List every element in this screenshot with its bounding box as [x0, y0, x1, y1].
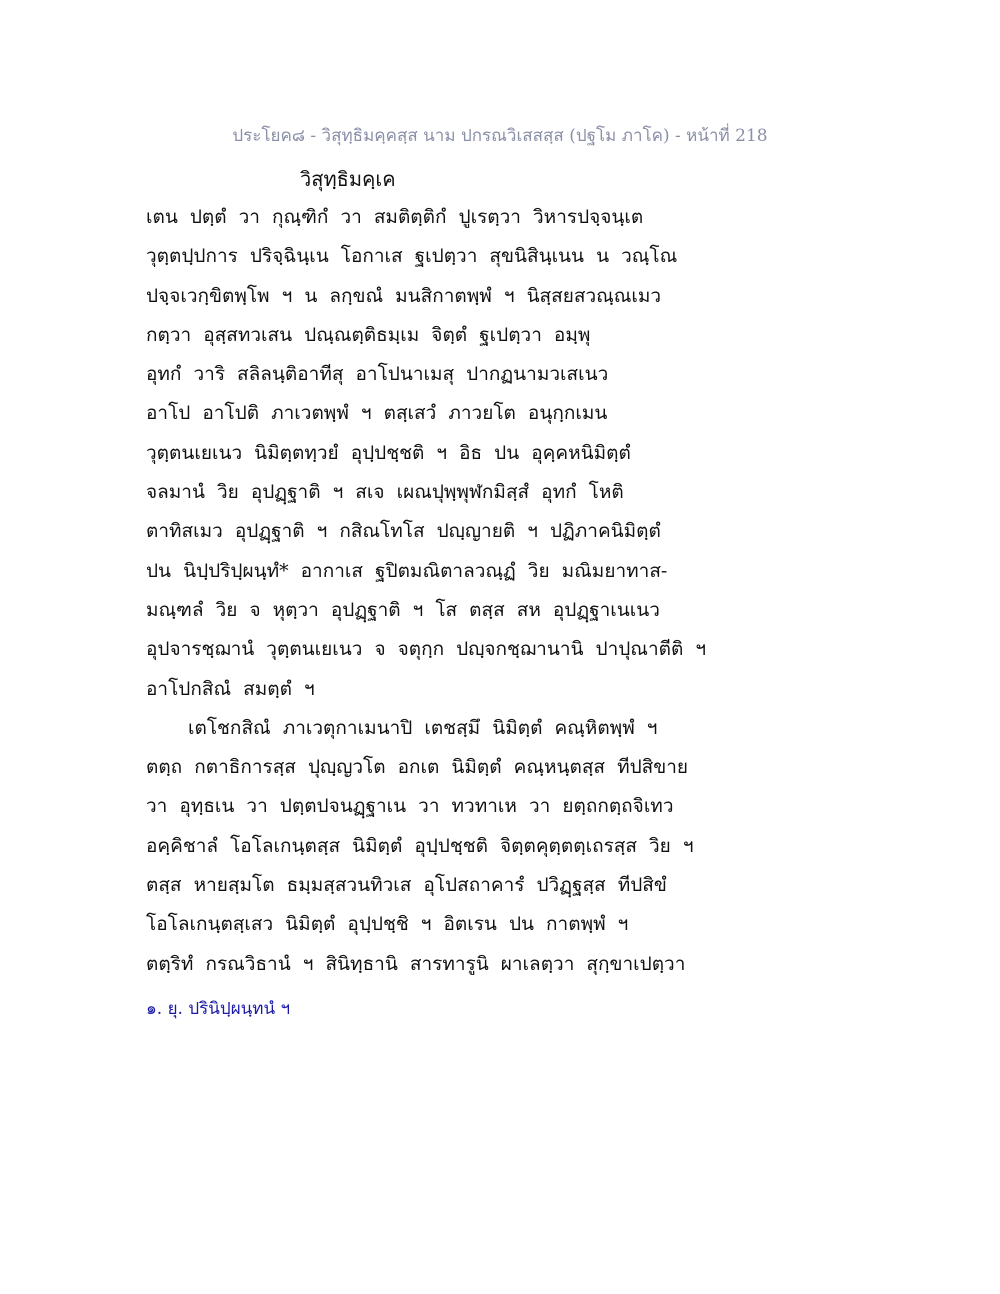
text-line: เตน ปตฺตํ วา กุณฺฑิกํ วา สมติตฺติกํ ปูเรตฺวา วิหารปจฺจนฺเต [146, 206, 644, 228]
text-line: กตฺวา อุสฺสทวเสน ปณฺณตฺติธมฺเม จิตฺตํ ฐเปตฺวา อมฺพุ [146, 323, 591, 346]
paragraph-start-line: เตโชกสิณํ ภาเวตุกาเมนาปิ เตชสฺมึ นิมิตฺตํ คณฺหิตพฺพํ ฯ [188, 716, 658, 739]
text-line: มณฺฑลํ วิย จ หุตฺวา อุปฏฺฐาติ ฯ โส ตสฺส สห อุปฏฺฐาเนเนว [146, 598, 660, 621]
text-line: ปจฺจเวกฺขิตพฺโพ ฯ น ลกฺขณํ มนสิกาตพฺพํ ฯ นิสฺสยสวณฺณเมว [146, 284, 662, 307]
text-line: อคฺคิชาลํ โอโลเกนฺตสฺส นิมิตฺตํ อุปฺปชฺชติ จิตฺตคุตฺตตฺเถรสฺส วิย ฯ [146, 834, 694, 857]
body-text [146, 202, 706, 988]
text-line: อาโป อาโปติ ภาเวตพฺพํ ฯ ตสฺเสวํ ภาวยโต อนุกฺกเมน [146, 402, 608, 425]
text-line: จลมานํ วิย อุปฏฺฐาติ ฯ สเจ เผณปุพฺพุฬกมิสฺสํ อุทกํ โหติ [146, 481, 624, 504]
footnote: ๑. ยุ. ปรินิปฺผนฺทนํ ฯ [146, 999, 291, 1019]
text-line: ตตฺถ กตาธิการสฺส ปุญฺญวโต อกเต นิมิตฺตํ คณฺหนฺตสฺส ทีปสิขาย [146, 756, 689, 779]
text-line: ปน นิปฺปริปฺผนฺทํ* อากาเส ฐปิตมณิตาลวณฺฏํ วิย มณิมยาทาส- [146, 559, 668, 582]
chapter-title: วิสุทฺธิมคฺเค [300, 167, 396, 191]
text-line: ตสฺส หายสฺมโต ธมฺมสฺสวนทิวเส อุโปสถาคารํ ปวิฏฺฐสฺส ทีปสิขํ [146, 874, 667, 897]
text-line: วา อุทฺธเน วา ปตฺตปจนฏฺฐาเน วา ทวทาเห วา ยตฺถกตฺถจิเทว [146, 795, 674, 818]
text-line: วุตฺตนเยเนว นิมิตฺตทฺวยํ อุปฺปชฺชติ ฯ อิธ ปน อุคฺคหนิมิตฺตํ [146, 441, 631, 464]
text-line: ตตฺริทํ กรณวิธานํ ฯ สินิทฺธานิ สารทารูนิ ผาเลตฺวา สุกฺขาเปตฺวา [146, 952, 686, 975]
text-line: ตาทิสเมว อุปฏฺฐาติ ฯ กสิณโทโส ปญฺญายติ ฯ ปฏิภาคนิมิตฺตํ [146, 520, 661, 543]
text-line: โอโลเกนฺตสฺเสว นิมิตฺตํ อุปฺปชฺชิ ฯ อิตเรน ปน กาตพฺพํ ฯ [146, 913, 629, 936]
running-header: ประโยค๘ - วิสุทฺธิมคฺคสฺส นาม ปกรณวิเสสสฺส (ปฐโม ภาโค) - หน้าที่ 218 [232, 126, 768, 146]
text-line: อุทกํ วาริ สลิลนฺติอาทีสุ อาโปนาเมสุ ปากฏนามวเสเนว [146, 363, 609, 386]
text-line: อาโปกสิณํ สมตฺตํ ฯ [146, 677, 315, 700]
text-line: วุตฺตปฺปการ ปริจฺฉินฺเน โอกาเส ฐเปตฺวา สุขนิสินฺเนน น วณฺโณ [146, 245, 678, 268]
text-line: อุปจารชฺฌานํ วุตฺตนเยเนว จ จตุกฺก ปญฺจกชฺฌานานิ ปาปุณาตีติ ฯ [146, 638, 706, 661]
